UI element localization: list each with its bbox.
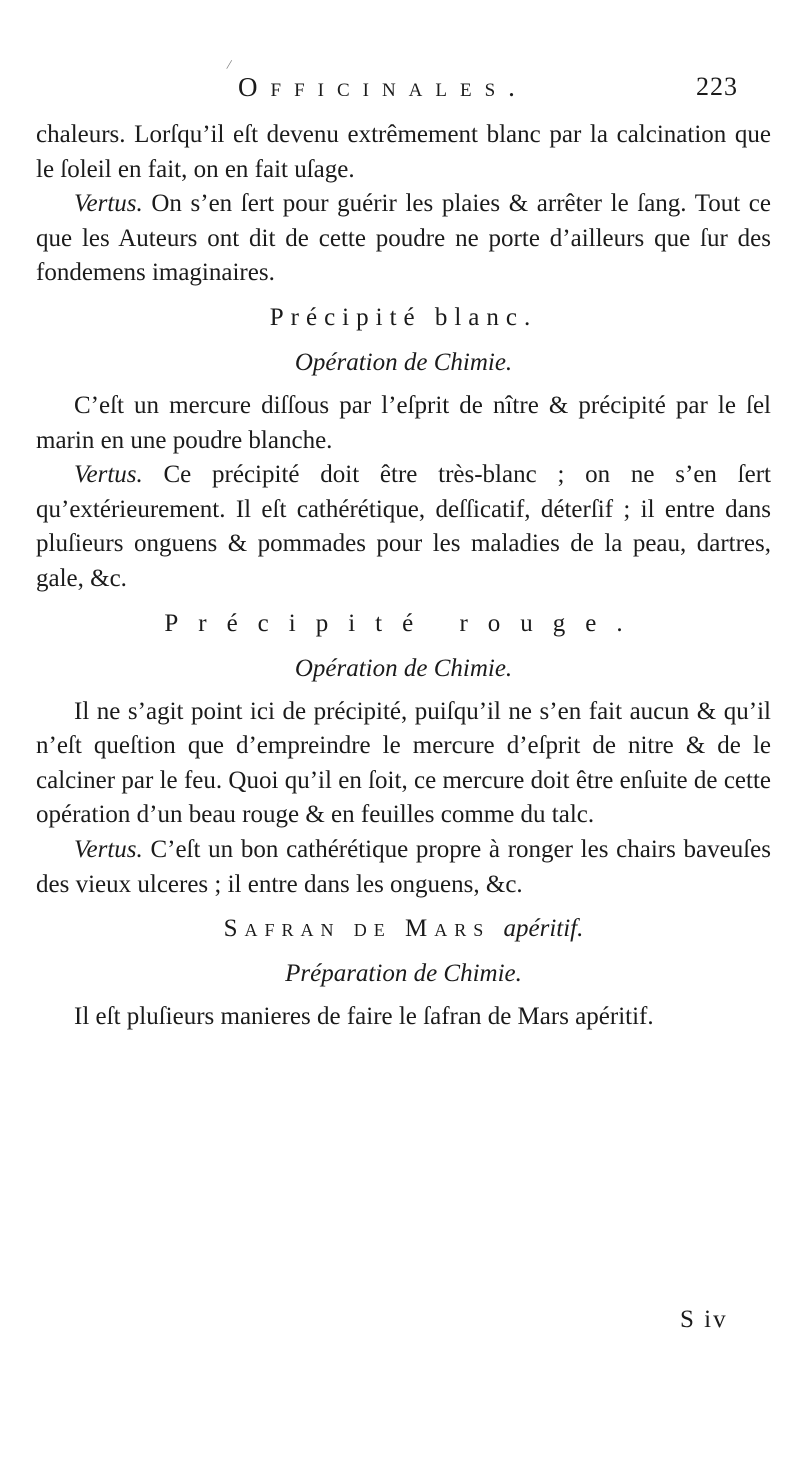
paragraph-vertus-1 (36, 187, 771, 291)
vertus-label: Vertus. (74, 835, 143, 863)
body-text (36, 118, 771, 1035)
paragraph-text: On s’en ſert pour guérir les plaies & arrêter le ſang. Tout ce que les Auteurs ont dit de cette poudre ne porte d’ailleurs que ſur des fondemens imaginaires. (36, 190, 771, 287)
section-subheading: Opération de Chimie. (294, 348, 513, 376)
heading-italic: apéritif. (503, 915, 584, 943)
vertus-label: Vertus. (74, 461, 143, 489)
section-heading-precipite-rouge: Précipité rouge. (164, 609, 643, 637)
section-heading-precipite-blanc: Précipité blanc. (269, 303, 538, 331)
paragraph-description: Il eſt pluſieurs manieres de faire le ſafran de Mars apéritif. (74, 1003, 654, 1031)
paragraph-description: C’eſt un mercure diſſous par l’eſprit de nître & précipité par le ſel marin en une poudre blanche. (36, 391, 771, 454)
paragraph-description: Il ne s’agit point ici de précipité, puiſqu’il ne s’en fait aucun & qu’il n’eſt queſtion que d’empreindre le mercure d’eſprit de nitre & de le calciner par le feu. Quoi qu’il en ſoit, ce mercure doit être enſuite de cette opération d’un beau rouge & en feuilles comme du talc. (36, 697, 771, 829)
page-header (238, 72, 738, 112)
section-subheading: Préparation de Chimie. (285, 960, 522, 988)
running-head: Officinales. (238, 72, 528, 102)
paragraph-text: Ce précipité doit être très-blanc ; on ne s’en ſert qu’extérieurement. Il eſt cathérétique, deſſicatif, déterſif ; il entre dans pluſieurs onguens & pommades pour les maladies de la peau, dartres, gale, &c. (36, 461, 771, 592)
vertus-label: Vertus. (74, 190, 143, 218)
paragraph-continuation: chaleurs. Lorſqu’il eſt devenu extrêmement blanc par la calcination que le ſoleil en fait, on en fait uſage. (36, 121, 771, 183)
paragraph-vertus-2 (36, 458, 771, 596)
heading-text: Safran de Mars (223, 915, 491, 943)
section-subheading: Opération de Chimie. (294, 654, 513, 682)
paragraph-vertus-3 (36, 833, 771, 902)
ink-mark: / (225, 57, 233, 74)
section-heading-safran-de-mars (36, 908, 771, 950)
catchword: S iv (680, 1306, 728, 1333)
paragraph-text: C’eſt un bon cathérétique propre à ronger les chairs baveuſes des vieux ulceres ; il entre dans les onguens, &c. (36, 835, 771, 898)
page-number: 223 (696, 72, 738, 101)
